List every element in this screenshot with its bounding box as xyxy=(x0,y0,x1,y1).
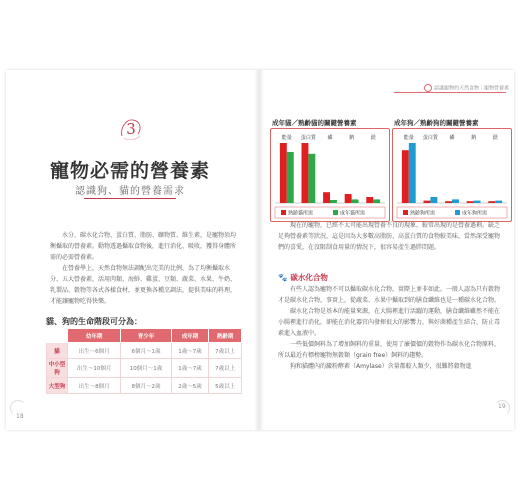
table-cell: 出生〜10個月 xyxy=(68,359,121,378)
bar xyxy=(488,201,495,203)
legend-label: 成年狗所需 xyxy=(462,210,488,217)
tick-label: 磷 xyxy=(327,135,333,141)
chart-title-cat: 成年貓／熟齡貓的關鍵營養素 xyxy=(272,119,357,127)
row-header-large-dog: 大型狗 xyxy=(47,378,68,394)
chart-title-dog: 成年狗／熟齡狗的關鍵營養素 xyxy=(394,119,479,127)
paragraph: 現在的寵物，已經不太可能出現營養不良的現象，較常出現的是營養過剩。缺乏足夠營養素等狀況，這是因為大多數高脂肪、高蛋白質的食物較美味，當然深受寵物們的喜愛，在沒限制食用量的情況下，很容易產生過胖問題。 xyxy=(278,222,501,251)
subtitle-underline xyxy=(84,198,176,199)
bar xyxy=(373,199,380,203)
tick-label: 鈉 xyxy=(349,135,355,141)
paw-icon: 🐾 xyxy=(278,273,288,282)
overnutrition-text xyxy=(278,220,500,253)
table-cell: 出生〜8個月 xyxy=(68,378,121,394)
page-title: 寵物必需的營養素 xyxy=(49,160,210,182)
bar xyxy=(474,201,481,203)
chapter-number: 3 xyxy=(126,120,136,138)
bar xyxy=(352,199,359,203)
bar xyxy=(366,197,373,203)
bar xyxy=(430,197,437,203)
bar xyxy=(467,201,474,203)
bar xyxy=(301,143,308,203)
table-cell: 7歲以上 xyxy=(209,359,242,378)
tick-label: 蛋白質 xyxy=(422,135,438,141)
tick-label: 能量 xyxy=(403,135,414,141)
page-number: 19 xyxy=(498,403,506,410)
bar xyxy=(409,143,416,203)
paragraph: 水分、碳水化合物、蛋白質、脂肪、礦物質、維生素，是寵物須均衡攝取的營養素。動物透過攝取食物後，進行消化、吸收，獲得身體所需的必需營養素。 xyxy=(50,232,237,261)
legend-label: 熟齡狗所需 xyxy=(410,210,436,217)
table-header-cell: 青少年 xyxy=(121,329,171,343)
paragraph: 有些人認為寵物不可以攝取碳水化合物，實際上並非如此。一般人認為只有穀物才是碳水化合物，事實上，從蔬菜、水果中攝取到的膳食纖維也是一種碳水化合物。 xyxy=(278,286,501,304)
table-cell: 2歲〜5歲 xyxy=(171,378,209,394)
right-page xyxy=(264,70,514,430)
table-cell: 1歲〜7歲 xyxy=(171,359,209,378)
chart-dog-svg xyxy=(393,129,511,221)
legend-swatch xyxy=(281,210,286,215)
book-gutter xyxy=(254,70,264,430)
bar xyxy=(495,201,502,203)
table-cell: 6個月〜1歲 xyxy=(121,343,171,359)
legend-swatch xyxy=(403,210,408,215)
tick-label: 鎂 xyxy=(492,135,498,141)
bar xyxy=(423,201,430,203)
running-head-text: 認識寵物的天然食物｜寵物營養素 xyxy=(434,85,510,92)
carbohydrate-text xyxy=(278,284,500,372)
bar xyxy=(402,150,409,203)
table-header-row xyxy=(47,329,242,343)
row-header-cat: 貓 xyxy=(47,343,68,359)
row-header-small-dog: 中小型狗 xyxy=(47,359,68,378)
legend-label: 熟齡貓所需 xyxy=(288,210,314,217)
tick-label: 能量 xyxy=(281,135,292,141)
chart-dog xyxy=(392,128,512,222)
table-cell: 8個月〜2歲 xyxy=(121,378,171,394)
running-head-rule xyxy=(394,92,506,93)
table-header-cell: 成年期 xyxy=(171,329,209,343)
running-head-ring-icon xyxy=(424,84,432,92)
section-heading xyxy=(278,272,328,283)
paragraph: 一些低價飼料為了增加飼料的重量，使用了廉價價的穀物作為碳水化合物原料，所以最近有標榜寵物無穀類（grain free）飼料的趨勢。 xyxy=(278,341,501,359)
table-header-cell: 熟齡期 xyxy=(209,329,242,343)
section-title: 碳水化合物 xyxy=(290,273,328,282)
paragraph: 碳水化合物是基本的能量來源，在大腸裡進行活躍的運動，膳食纖維雖然不能在小腸裡進行消化，卻能在消化器官內發揮很大的影響力，與好菌種產生結合，防止毒素進入血液中。 xyxy=(278,308,501,337)
life-stage-table xyxy=(46,328,242,394)
legend-label: 成年貓所需 xyxy=(340,210,366,217)
chapter-mark xyxy=(118,116,144,142)
paragraph: 狗和貓體內的澱粉酵素（Amylase）含量都較人類少，很難將穀物進 xyxy=(290,363,472,370)
table-cell: 5歲以上 xyxy=(209,378,242,394)
page-subtitle: 認識狗、貓的營養需求 xyxy=(75,186,185,197)
table-cell: 10個月〜1歲 xyxy=(121,359,171,378)
table-cell: 7歲以上 xyxy=(209,343,242,359)
legend-swatch xyxy=(455,210,460,215)
table-row xyxy=(47,378,242,394)
table-row xyxy=(47,343,242,359)
left-page xyxy=(6,70,254,430)
chart-cat-svg xyxy=(271,129,389,221)
bar xyxy=(445,201,452,203)
tick-label: 蛋白質 xyxy=(300,135,316,141)
paragraph: 在營養學上，天然食物無法調配出完美的比例，為了均衡攝取水分、五大營養素，活用肉類、海鮮、雞蛋、豆類、蔬菜、水果、牛奶、乳製品、穀物等各式各樣食材，並更換各種烹調法，提供美味的料理，才能讓寵物吃得快樂。 xyxy=(50,265,237,305)
tick-label: 磷 xyxy=(449,135,455,141)
table-cell: 出生〜6個月 xyxy=(68,343,121,359)
intro-text xyxy=(50,230,236,307)
bar xyxy=(287,152,294,203)
table-cell: 1歲〜7歲 xyxy=(171,343,209,359)
bar xyxy=(323,192,330,203)
legend-swatch xyxy=(333,210,338,215)
table-header-cell xyxy=(47,329,68,343)
bar xyxy=(280,143,287,203)
running-head xyxy=(424,84,509,92)
tick-label: 鈉 xyxy=(471,135,477,141)
table-header-cell: 幼年期 xyxy=(68,329,121,343)
bar xyxy=(308,154,315,203)
bar xyxy=(330,200,337,203)
tick-label: 鎂 xyxy=(370,135,376,141)
page-number: 18 xyxy=(16,413,24,420)
bar xyxy=(345,194,352,203)
table-title: 貓、狗的生命階段可分為： xyxy=(46,316,142,326)
chart-cat xyxy=(270,128,390,222)
table-row xyxy=(47,359,242,378)
bar xyxy=(452,199,459,203)
